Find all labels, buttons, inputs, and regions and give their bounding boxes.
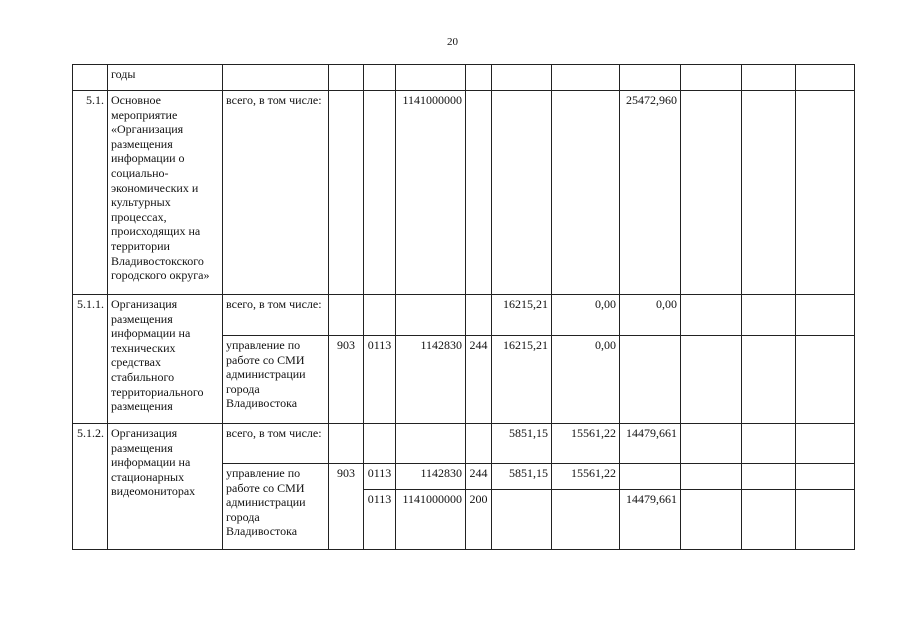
csr-cell: 1142830 (396, 464, 466, 490)
year4-cell (681, 424, 742, 464)
year2-cell (552, 65, 620, 91)
year4-cell (681, 295, 742, 336)
year5-cell (742, 65, 796, 91)
year5-cell (742, 295, 796, 336)
year2-cell (552, 91, 620, 295)
vr-cell (466, 295, 492, 336)
csr-cell (396, 424, 466, 464)
year3-cell (620, 464, 681, 490)
executor-cell (223, 65, 329, 91)
index-cell (73, 65, 108, 91)
grbs-cell: 903 (329, 464, 364, 550)
csr-cell: 1142830 (396, 336, 466, 424)
name-cell: Организация размещения информации на технических средствах стабильного территориального размещения (108, 295, 223, 424)
year1-cell (492, 65, 552, 91)
csr-cell: 1141000000 (396, 91, 466, 295)
year2-cell: 15561,22 (552, 424, 620, 464)
grbs-cell (329, 65, 364, 91)
vr-cell: 200 (466, 490, 492, 550)
year3-cell: 14479,661 (620, 490, 681, 550)
vr-cell: 244 (466, 464, 492, 490)
csr-cell (396, 65, 466, 91)
year6-cell (796, 295, 855, 336)
rzpr-cell: 0113 (364, 490, 396, 550)
year1-cell (492, 91, 552, 295)
executor-cell: управление по работе со СМИ администрации города Владивостока (223, 464, 329, 550)
year6-cell (796, 490, 855, 550)
year4-cell (681, 464, 742, 490)
index-cell: 5.1. (73, 91, 108, 295)
year3-cell (620, 336, 681, 424)
year5-cell (742, 91, 796, 295)
rzpr-cell (364, 424, 396, 464)
year2-cell: 0,00 (552, 336, 620, 424)
year6-cell (796, 65, 855, 91)
year6-cell (796, 336, 855, 424)
year4-cell (681, 490, 742, 550)
executor-cell: всего, в том числе: (223, 295, 329, 336)
rzpr-cell (364, 91, 396, 295)
year2-cell: 0,00 (552, 295, 620, 336)
year3-cell: 25472,960 (620, 91, 681, 295)
csr-cell (396, 295, 466, 336)
index-cell: 5.1.1. (73, 295, 108, 424)
year3-cell: 14479,661 (620, 424, 681, 464)
rzpr-cell: 0113 (364, 336, 396, 424)
grbs-cell: 903 (329, 336, 364, 424)
year6-cell (796, 424, 855, 464)
name-cell: годы (108, 65, 223, 91)
year2-cell: 15561,22 (552, 464, 620, 490)
year5-cell (742, 490, 796, 550)
year1-cell: 5851,15 (492, 464, 552, 490)
year6-cell (796, 464, 855, 490)
grbs-cell (329, 295, 364, 336)
year6-cell (796, 91, 855, 295)
year5-cell (742, 336, 796, 424)
vr-cell (466, 91, 492, 295)
grbs-cell (329, 424, 364, 464)
vr-cell (466, 65, 492, 91)
year4-cell (681, 91, 742, 295)
executor-cell: всего, в том числе: (223, 424, 329, 464)
year5-cell (742, 424, 796, 464)
year1-cell: 16215,21 (492, 295, 552, 336)
year1-cell: 5851,15 (492, 424, 552, 464)
year3-cell: 0,00 (620, 295, 681, 336)
year4-cell (681, 336, 742, 424)
year5-cell (742, 464, 796, 490)
vr-cell: 244 (466, 336, 492, 424)
page-number: 20 (447, 36, 458, 48)
name-cell: Основное мероприятие «Организация размещения информации о социально-экономических и культурных процессах, происходящих на территории Владивостокского городского округа» (108, 91, 223, 295)
year1-cell: 16215,21 (492, 336, 552, 424)
grbs-cell (329, 91, 364, 295)
budget-table (72, 64, 855, 550)
rzpr-cell (364, 65, 396, 91)
year1-cell (492, 490, 552, 550)
year2-cell (552, 490, 620, 550)
executor-cell: управление по работе со СМИ администрации города Владивостока (223, 336, 329, 424)
table-row (73, 424, 855, 464)
year3-cell (620, 65, 681, 91)
name-cell: Организация размещения информации на стационарных видеомониторах (108, 424, 223, 550)
executor-cell: всего, в том числе: (223, 91, 329, 295)
year4-cell (681, 65, 742, 91)
csr-cell: 1141000000 (396, 490, 466, 550)
rzpr-cell (364, 295, 396, 336)
index-cell: 5.1.2. (73, 424, 108, 550)
table-row (73, 295, 855, 336)
table-row (73, 91, 855, 295)
table-row (73, 65, 855, 91)
vr-cell (466, 424, 492, 464)
rzpr-cell: 0113 (364, 464, 396, 490)
